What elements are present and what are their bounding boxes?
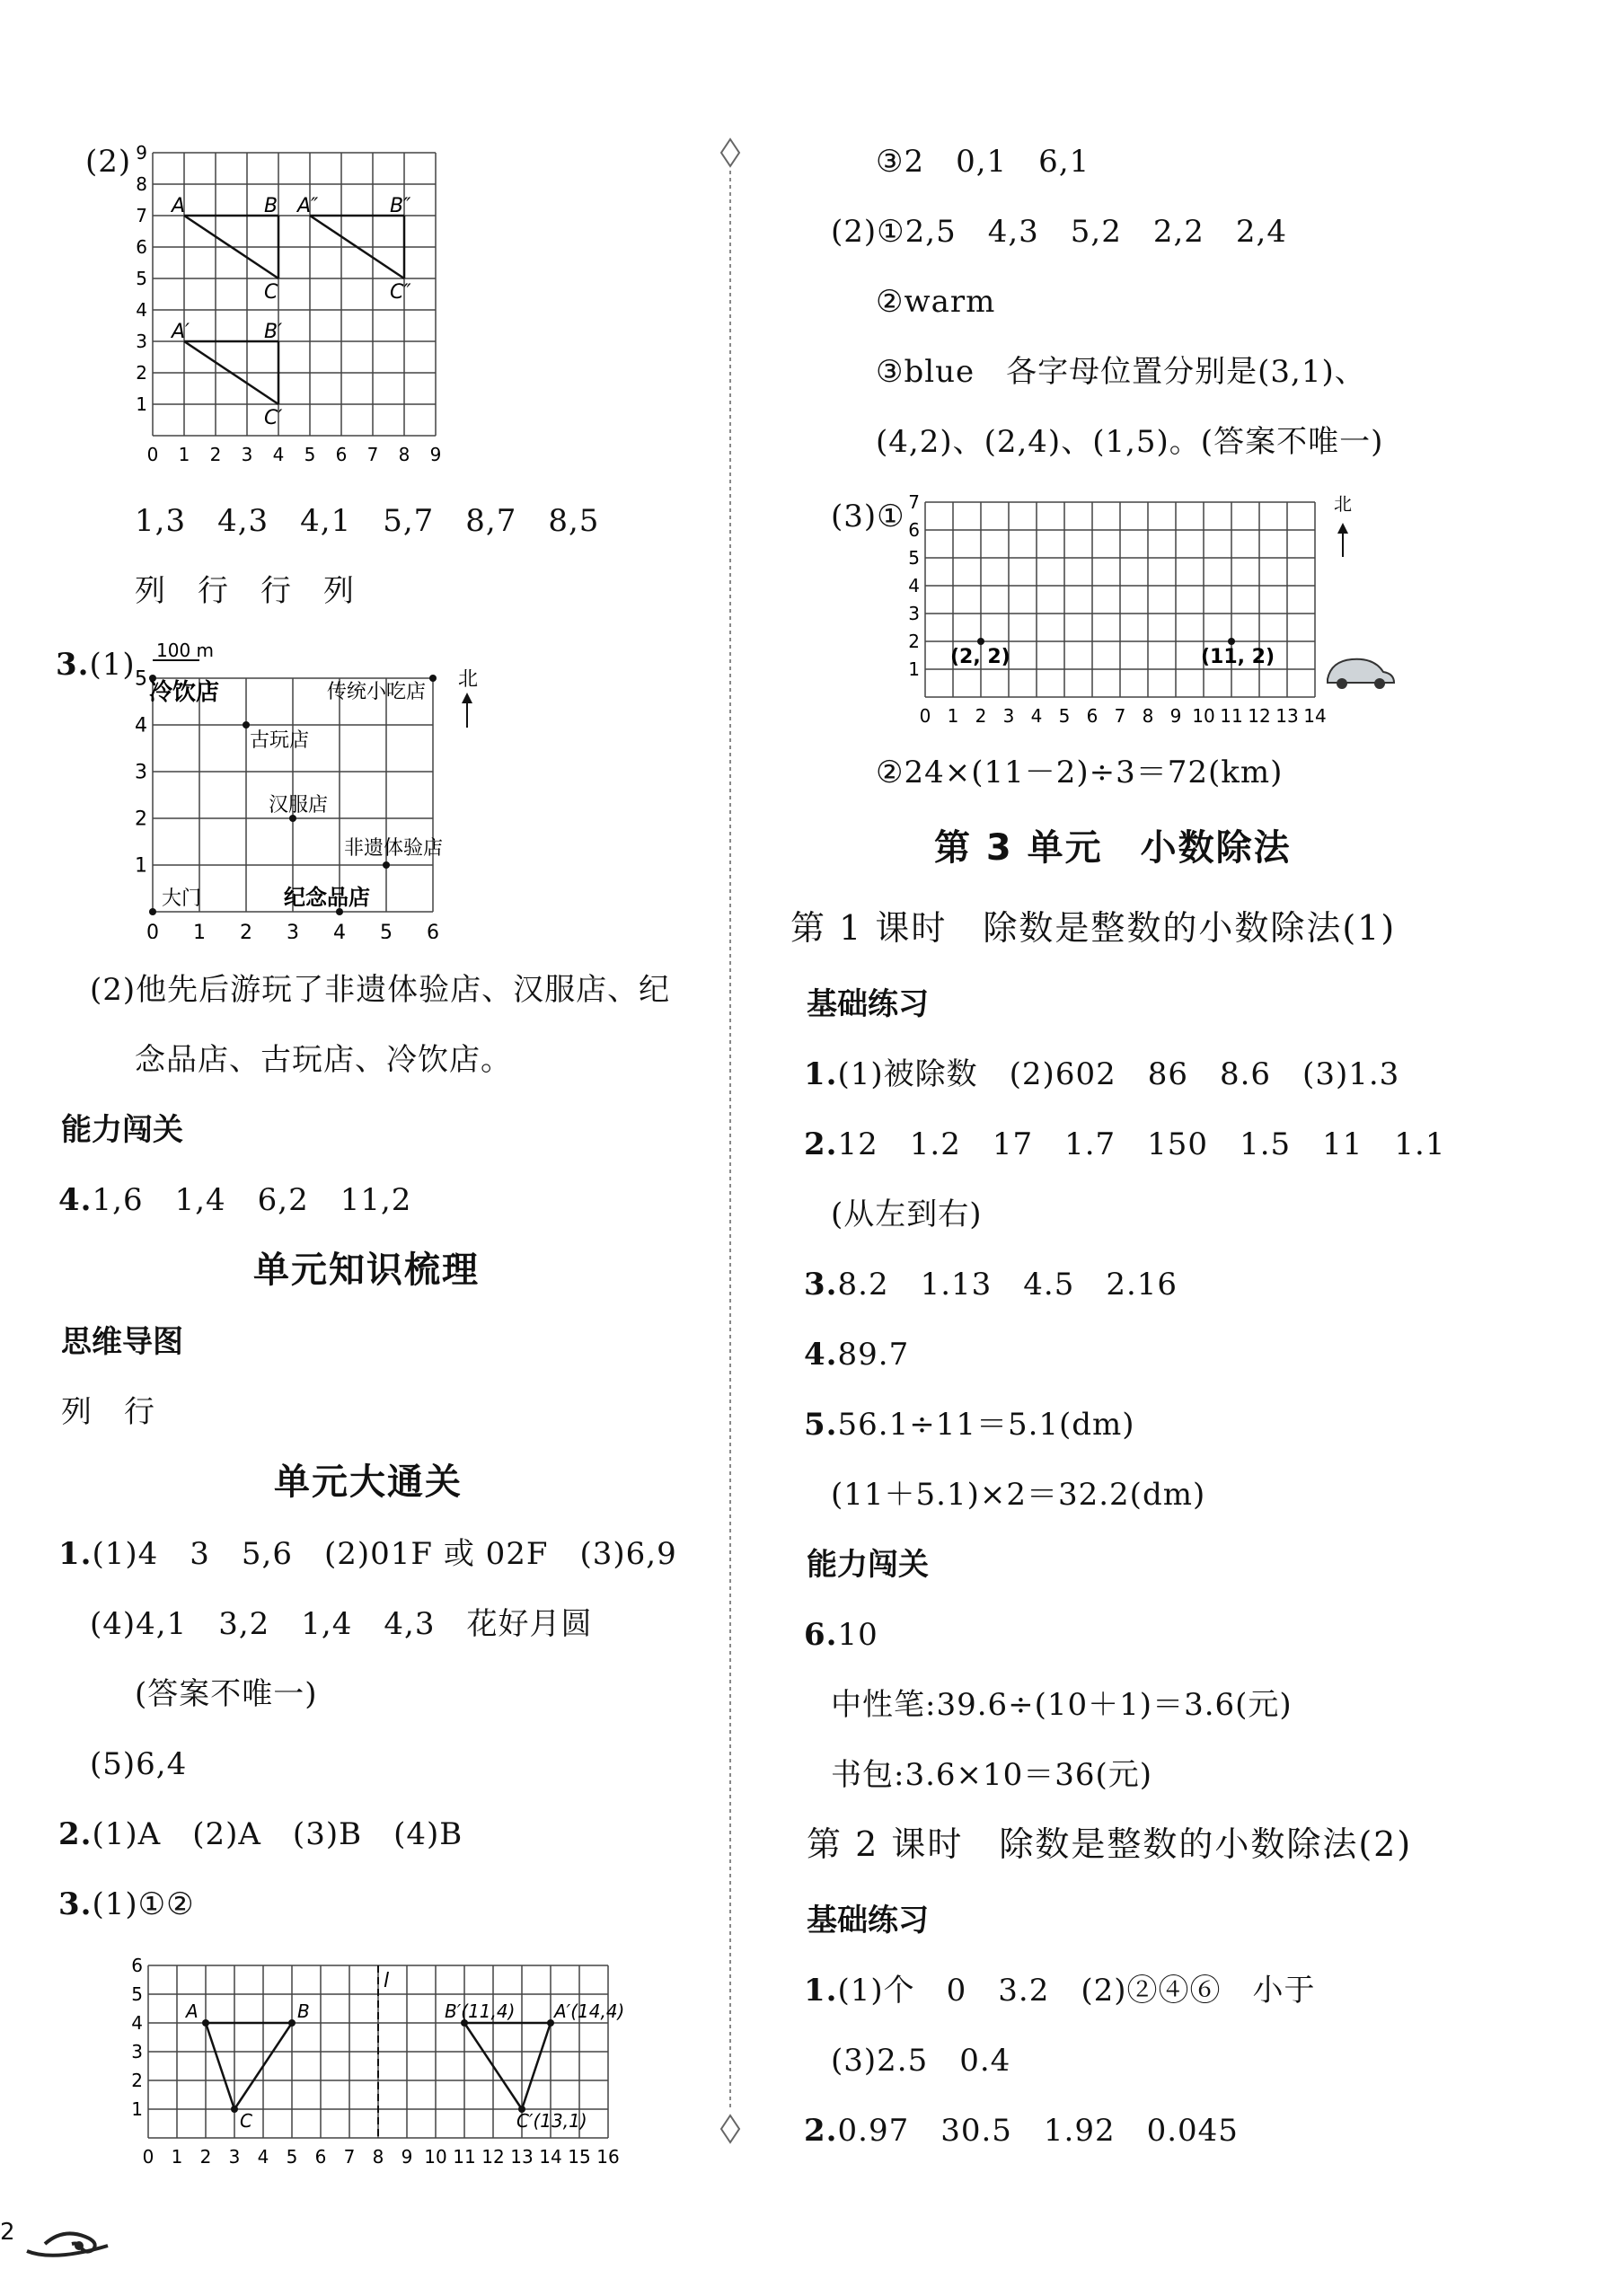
y-tick-label: 3 <box>136 331 147 352</box>
x-tick-label: 9 <box>1169 705 1182 727</box>
question-number: 1. <box>804 1056 838 1092</box>
route-answer-line-1: (2)他先后游玩了非遗体验店、汉服店、纪 <box>90 972 671 1008</box>
pass-question-3 <box>58 1886 195 1922</box>
y-tick-label: 1 <box>135 854 147 878</box>
part-3-label: (3)① <box>831 499 905 534</box>
lesson-2-question-1 <box>804 1973 1316 2009</box>
lesson-2-question-1-line-2: (3)2.5 0.4 <box>831 2043 1011 2079</box>
y-tick-label: 3 <box>908 603 920 624</box>
vertex-point <box>231 2106 238 2113</box>
x-tick-label: 2 <box>209 444 222 465</box>
lesson-1-question-4 <box>804 1337 909 1373</box>
y-tick-label: 6 <box>131 1955 143 1976</box>
vertex-label: A <box>172 195 186 217</box>
north-arrow-head-icon <box>1337 523 1348 534</box>
x-tick-label: 14 <box>1303 705 1327 727</box>
x-tick-label: 6 <box>314 2146 327 2168</box>
mindmap-answer: 列 行 <box>61 1394 155 1430</box>
x-tick-label: 12 <box>481 2146 505 2168</box>
x-tick-label: 4 <box>1030 705 1043 727</box>
vertex-label: B <box>264 195 278 217</box>
x-tick-label: 9 <box>401 2146 413 2168</box>
x-tick-label: 0 <box>142 2146 154 2168</box>
y-tick-label: 6 <box>908 519 920 541</box>
question-number: 3. <box>58 1886 93 1922</box>
place-label: 冷饮店 <box>149 679 220 706</box>
x-tick-label: 15 <box>568 2146 591 2168</box>
x-tick-label: 5 <box>380 922 393 939</box>
lesson-2-question-2 <box>804 2113 1239 2149</box>
x-tick-label: 10 <box>424 2146 447 2168</box>
y-tick-label: 8 <box>136 173 147 195</box>
vertex-label: C′ <box>264 407 283 429</box>
question-number: 3. <box>56 647 90 683</box>
x-tick-label: 6 <box>427 922 439 939</box>
x-tick-label: 14 <box>539 2146 562 2168</box>
lesson-1-title: 第 1 课时 除数是整数的小数除法(1) <box>790 908 1397 948</box>
vertex-label: C <box>264 281 278 304</box>
x-tick-label: 0 <box>919 705 931 727</box>
question-text: 1,6 1,4 6,2 11,2 <box>92 1182 412 1218</box>
vertex-label: A″ <box>297 195 319 217</box>
y-tick-label: 5 <box>135 667 147 691</box>
lesson-1-question-3 <box>804 1267 1178 1303</box>
x-tick-label: 3 <box>241 444 253 465</box>
vertex-label: C <box>240 2110 252 2132</box>
x-tick-label: 2 <box>240 922 252 939</box>
scale-label: 100 m <box>156 642 215 661</box>
question-number: 1. <box>804 1973 838 2009</box>
y-tick-label: 2 <box>908 631 920 652</box>
pass-question-2 <box>58 1816 463 1852</box>
lesson-1-question-6 <box>804 1617 878 1653</box>
car-wheel-icon <box>1374 678 1385 689</box>
y-tick-label: 1 <box>908 658 920 680</box>
question-text: 89.7 <box>837 1337 910 1373</box>
x-tick-label: 2 <box>199 2146 212 2168</box>
place-point <box>149 908 156 915</box>
north-arrow-head-icon <box>462 693 472 703</box>
x-tick-label: 7 <box>343 2146 356 2168</box>
y-tick-label: 1 <box>136 393 147 415</box>
question-text: (1)被除数 (2)602 86 8.6 (3)1.3 <box>837 1056 1400 1092</box>
translation-grid <box>126 144 467 476</box>
y-tick-label: 9 <box>136 144 147 163</box>
x-tick-label: 1 <box>947 705 959 727</box>
vertex-label: A′(14,4) <box>554 2000 625 2022</box>
question-number: 5. <box>804 1407 838 1443</box>
car-route-grid <box>898 492 1419 735</box>
question-text: (1)个 0 3.2 (2)②④⑥ 小于 <box>837 1973 1316 2009</box>
vertex-label: B <box>297 2000 310 2022</box>
lesson-1-question-5 <box>804 1407 1135 1443</box>
pass-question-1-line-4: (5)6,4 <box>90 1746 188 1782</box>
lesson-1-question-2 <box>804 1126 1445 1162</box>
position-label: (11, 2) <box>1201 646 1275 668</box>
answer-r3: ②warm <box>876 284 996 320</box>
question-text: 12 1.2 17 1.7 150 1.5 11 1.1 <box>837 1126 1446 1162</box>
pass-question-1-line-3: (答案不唯一) <box>135 1676 318 1712</box>
place-label: 大门 <box>162 887 202 910</box>
y-tick-label: 4 <box>908 575 920 596</box>
column-row-answer: 列 行 行 列 <box>135 573 355 609</box>
question-number: 1. <box>58 1536 93 1572</box>
y-tick-label: 6 <box>136 236 147 258</box>
answer-r2: (2)①2,5 4,3 5,2 2,2 2,4 <box>831 214 1287 250</box>
x-tick-label: 5 <box>304 444 316 465</box>
place-point <box>383 861 390 869</box>
x-tick-label: 4 <box>257 2146 269 2168</box>
car-icon <box>1328 659 1394 683</box>
vertex-point <box>547 2019 554 2027</box>
ability-heading: 能力闯关 <box>61 1112 183 1148</box>
x-tick-label: 8 <box>372 2146 384 2168</box>
pass-question-1-line-2: (4)4,1 3,2 1,4 4,3 花好月圆 <box>90 1606 593 1642</box>
x-tick-label: 8 <box>398 444 410 465</box>
question-text: (1)A (2)A (3)B (4)B <box>92 1816 463 1852</box>
question-number: 2. <box>58 1816 93 1852</box>
ability-heading-right: 能力闯关 <box>807 1547 929 1583</box>
column-divider <box>717 135 744 2147</box>
answer-r4: ③blue 各字母位置分别是(3,1)、 <box>876 354 1366 390</box>
review-title: 单元知识梳理 <box>253 1250 480 1291</box>
y-tick-label: 7 <box>136 205 147 226</box>
x-tick-label: 13 <box>510 2146 534 2168</box>
basic-practice-heading-1: 基础练习 <box>807 986 929 1022</box>
answer-r5: (4,2)、(2,4)、(1,5)。(答案不唯一) <box>876 424 1384 460</box>
y-tick-label: 7 <box>908 492 920 513</box>
vertex-label: C′(13,1) <box>516 2110 587 2132</box>
x-tick-label: 0 <box>146 444 159 465</box>
x-tick-label: 4 <box>272 444 285 465</box>
x-tick-label: 13 <box>1275 705 1299 727</box>
y-tick-label: 3 <box>135 761 147 784</box>
place-label: 非遗体验店 <box>343 837 444 860</box>
x-tick-label: 12 <box>1248 705 1271 727</box>
park-map-grid <box>117 642 494 939</box>
unit-3-title: 第 3 单元 小数除法 <box>934 827 1292 869</box>
distance-calculation: ②24×(11－2)÷3＝72(km) <box>876 755 1284 790</box>
question-number: 6. <box>804 1617 838 1653</box>
vertex-label: B′(11,4) <box>445 2000 516 2022</box>
question-number: 4. <box>58 1182 93 1218</box>
y-tick-label: 2 <box>135 808 147 831</box>
x-tick-label: 1 <box>178 444 190 465</box>
place-label: 传统小吃店 <box>326 681 426 703</box>
vertex-label: A <box>186 2000 199 2022</box>
question-number: 4. <box>804 1337 838 1373</box>
x-tick-label: 0 <box>146 922 159 939</box>
question-text: 0.97 30.5 1.92 0.045 <box>837 2113 1239 2149</box>
question-text: 10 <box>837 1617 878 1653</box>
vertex-point <box>288 2019 296 2027</box>
lesson-1-question-1 <box>804 1056 1399 1092</box>
mindmap-heading: 思维导图 <box>61 1324 183 1360</box>
question-text: 8.2 1.13 4.5 2.16 <box>837 1267 1178 1303</box>
x-tick-label: 3 <box>228 2146 241 2168</box>
x-tick-label: 1 <box>193 922 206 939</box>
y-tick-label: 4 <box>136 299 147 321</box>
x-tick-label: 3 <box>287 922 299 939</box>
vertex-label: A′ <box>172 321 190 343</box>
y-tick-label: 2 <box>136 362 147 384</box>
vertex-label: B″ <box>390 195 411 217</box>
x-tick-label: 3 <box>1002 705 1015 727</box>
y-tick-label: 4 <box>135 714 147 737</box>
x-tick-label: 8 <box>1142 705 1154 727</box>
basic-practice-heading-2: 基础练习 <box>807 1903 929 1938</box>
lesson-2-title: 第 2 课时 除数是整数的小数除法(2) <box>807 1824 1413 1864</box>
vertex-label: B′ <box>264 321 283 343</box>
y-tick-label: 5 <box>131 1983 143 2005</box>
triangle-edge <box>522 2023 551 2109</box>
x-tick-label: 6 <box>1086 705 1099 727</box>
part-2-label: (2) <box>85 144 132 180</box>
position-label: (2, 2) <box>950 646 1010 668</box>
x-tick-label: 5 <box>286 2146 298 2168</box>
page-number: 2 <box>0 2219 15 2246</box>
x-tick-label: 11 <box>1220 705 1243 727</box>
lesson-1-question-5-line-2: (11＋5.1)×2＝32.2(dm) <box>831 1477 1206 1513</box>
answer-r1: ③2 0,1 6,1 <box>876 144 1090 180</box>
x-tick-label: 6 <box>335 444 348 465</box>
cloud-ornament-icon <box>0 2210 126 2264</box>
place-label: 汉服店 <box>268 794 329 817</box>
place-label: 古玩店 <box>250 729 310 752</box>
route-answer-line-2: 念品店、古玩店、冷饮店。 <box>135 1042 512 1078</box>
y-tick-label: 4 <box>131 2012 143 2034</box>
x-tick-label: 7 <box>1114 705 1126 727</box>
place-label: 纪念品店 <box>284 885 370 910</box>
y-tick-label: 2 <box>131 2070 143 2091</box>
vertex-label: C″ <box>390 281 411 304</box>
x-tick-label: 9 <box>429 444 442 465</box>
north-label: 北 <box>1334 493 1352 515</box>
x-tick-label: 2 <box>975 705 987 727</box>
x-tick-label: 10 <box>1192 705 1215 727</box>
place-point <box>429 675 437 682</box>
reflection-grid <box>126 1940 656 2174</box>
position-point <box>1228 638 1235 645</box>
y-tick-label: 5 <box>908 547 920 569</box>
lesson-1-question-2-note: (从左到右) <box>831 1197 983 1232</box>
place-point <box>243 721 250 729</box>
triangle-edge <box>206 2023 234 2109</box>
axis-label: l <box>384 1970 390 1992</box>
x-tick-label: 1 <box>171 2146 183 2168</box>
y-tick-label: 3 <box>131 2041 143 2062</box>
pen-price-calculation: 中性笔:39.6÷(10＋1)＝3.6(元) <box>831 1687 1293 1723</box>
x-tick-label: 16 <box>596 2146 620 2168</box>
question-4 <box>58 1182 411 1218</box>
y-tick-label: 1 <box>131 2098 143 2120</box>
question-number: 2. <box>804 2113 838 2149</box>
question-text: (1)4 3 5,6 (2)01F 或 02F (3)6,9 <box>92 1536 677 1572</box>
question-text: 56.1÷11＝5.1(dm) <box>837 1407 1135 1443</box>
bag-price-calculation: 书包:3.6×10＝36(元) <box>831 1757 1153 1793</box>
vertex-point <box>202 2019 209 2027</box>
pass-question-1 <box>58 1536 677 1572</box>
question-text: (1)①② <box>92 1886 195 1922</box>
north-label: 北 <box>458 668 479 691</box>
question-number: 3. <box>804 1267 838 1303</box>
car-wheel-icon <box>1337 678 1347 689</box>
x-tick-label: 4 <box>333 922 346 939</box>
x-tick-label: 11 <box>453 2146 476 2168</box>
coordinates-answer: 1,3 4,3 4,1 5,7 8,7 8,5 <box>135 503 600 539</box>
unit-pass-title: 单元大通关 <box>274 1461 463 1503</box>
sub-label: (1) <box>89 647 136 683</box>
x-tick-label: 7 <box>366 444 379 465</box>
x-tick-label: 5 <box>1058 705 1071 727</box>
position-point <box>977 638 984 645</box>
question-number: 2. <box>804 1126 838 1162</box>
y-tick-label: 5 <box>136 268 147 289</box>
